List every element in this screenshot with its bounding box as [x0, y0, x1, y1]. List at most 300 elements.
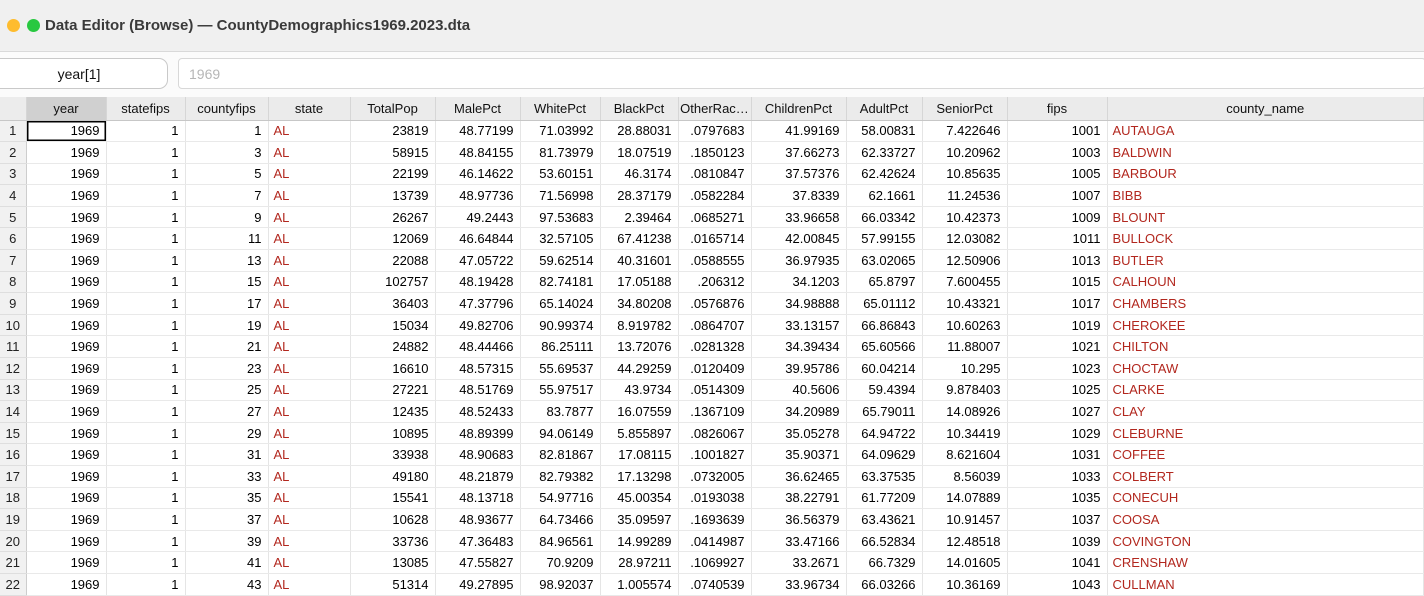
cell-TotalPop[interactable]: 26267 — [350, 206, 435, 228]
cell-state[interactable]: AL — [268, 530, 350, 552]
cell-OtherRacePct[interactable]: .1693639 — [678, 509, 751, 531]
cell-MalePct[interactable]: 48.89399 — [435, 422, 520, 444]
cell-county_name[interactable]: BALDWIN — [1107, 142, 1424, 164]
cell-ChildrenPct[interactable]: 33.96734 — [751, 573, 846, 595]
cell-ChildrenPct[interactable]: 33.13157 — [751, 314, 846, 336]
cell-WhitePct[interactable]: 59.62514 — [520, 250, 600, 272]
cell-ChildrenPct[interactable]: 35.05278 — [751, 422, 846, 444]
cell-fips[interactable]: 1019 — [1007, 314, 1107, 336]
cell-fips[interactable]: 1003 — [1007, 142, 1107, 164]
cell-BlackPct[interactable]: 40.31601 — [600, 250, 678, 272]
cell-BlackPct[interactable]: 28.97211 — [600, 552, 678, 574]
cell-SeniorPct[interactable]: 10.34419 — [922, 422, 1007, 444]
cell-TotalPop[interactable]: 23819 — [350, 120, 435, 142]
cell-SeniorPct[interactable]: 10.91457 — [922, 509, 1007, 531]
cell-year[interactable]: 1969 — [26, 120, 106, 142]
cell-year[interactable]: 1969 — [26, 422, 106, 444]
cell-AdultPct[interactable]: 62.33727 — [846, 142, 922, 164]
cell-TotalPop[interactable]: 22199 — [350, 163, 435, 185]
column-header-MalePct[interactable]: MalePct — [435, 97, 520, 120]
cell-BlackPct[interactable]: 13.72076 — [600, 336, 678, 358]
cell-BlackPct[interactable]: 14.99289 — [600, 530, 678, 552]
column-header-WhitePct[interactable]: WhitePct — [520, 97, 600, 120]
cell-MalePct[interactable]: 48.93677 — [435, 509, 520, 531]
cell-countyfips[interactable]: 3 — [185, 142, 268, 164]
cell-state[interactable]: AL — [268, 250, 350, 272]
cell-SeniorPct[interactable]: 8.621604 — [922, 444, 1007, 466]
cell-county_name[interactable]: BARBOUR — [1107, 163, 1424, 185]
cell-OtherRacePct[interactable]: .0810847 — [678, 163, 751, 185]
cell-statefips[interactable]: 1 — [106, 487, 185, 509]
cell-county_name[interactable]: AUTAUGA — [1107, 120, 1424, 142]
cell-fips[interactable]: 1041 — [1007, 552, 1107, 574]
cell-OtherRacePct[interactable]: .0193038 — [678, 487, 751, 509]
cell-countyfips[interactable]: 35 — [185, 487, 268, 509]
cell-fips[interactable]: 1021 — [1007, 336, 1107, 358]
cell-TotalPop[interactable]: 27221 — [350, 379, 435, 401]
cell-TotalPop[interactable]: 10628 — [350, 509, 435, 531]
cell-SeniorPct[interactable]: 14.01605 — [922, 552, 1007, 574]
cell-ChildrenPct[interactable]: 42.00845 — [751, 228, 846, 250]
cell-state[interactable]: AL — [268, 487, 350, 509]
cell-year[interactable]: 1969 — [26, 401, 106, 423]
cell-year[interactable]: 1969 — [26, 530, 106, 552]
cell-OtherRacePct[interactable]: .1069927 — [678, 552, 751, 574]
cell-statefips[interactable]: 1 — [106, 163, 185, 185]
cell-SeniorPct[interactable]: 10.60263 — [922, 314, 1007, 336]
cell-year[interactable]: 1969 — [26, 379, 106, 401]
cell-statefips[interactable]: 1 — [106, 530, 185, 552]
cell-countyfips[interactable]: 15 — [185, 271, 268, 293]
cell-BlackPct[interactable]: 17.05188 — [600, 271, 678, 293]
row-number[interactable]: 4 — [0, 185, 26, 207]
cell-BlackPct[interactable]: 5.855897 — [600, 422, 678, 444]
cell-WhitePct[interactable]: 97.53683 — [520, 206, 600, 228]
cell-WhitePct[interactable]: 55.69537 — [520, 358, 600, 380]
cell-BlackPct[interactable]: 16.07559 — [600, 401, 678, 423]
cell-AdultPct[interactable]: 64.09629 — [846, 444, 922, 466]
cell-ChildrenPct[interactable]: 34.39434 — [751, 336, 846, 358]
cell-county_name[interactable]: CLAY — [1107, 401, 1424, 423]
cell-WhitePct[interactable]: 82.79382 — [520, 466, 600, 488]
row-number[interactable]: 12 — [0, 358, 26, 380]
cell-SeniorPct[interactable]: 9.878403 — [922, 379, 1007, 401]
cell-state[interactable]: AL — [268, 314, 350, 336]
cell-fips[interactable]: 1037 — [1007, 509, 1107, 531]
cell-SeniorPct[interactable]: 12.03082 — [922, 228, 1007, 250]
cell-WhitePct[interactable]: 32.57105 — [520, 228, 600, 250]
cell-ChildrenPct[interactable]: 41.99169 — [751, 120, 846, 142]
cell-county_name[interactable]: CHOCTAW — [1107, 358, 1424, 380]
cell-WhitePct[interactable]: 65.14024 — [520, 293, 600, 315]
row-number[interactable]: 2 — [0, 142, 26, 164]
cell-year[interactable]: 1969 — [26, 250, 106, 272]
cell-county_name[interactable]: BULLOCK — [1107, 228, 1424, 250]
cell-ChildrenPct[interactable]: 39.95786 — [751, 358, 846, 380]
cell-OtherRacePct[interactable]: .0685271 — [678, 206, 751, 228]
cell-SeniorPct[interactable]: 7.600455 — [922, 271, 1007, 293]
column-header-year[interactable]: year — [26, 97, 106, 120]
cell-ChildrenPct[interactable]: 35.90371 — [751, 444, 846, 466]
cell-ChildrenPct[interactable]: 37.57376 — [751, 163, 846, 185]
cell-ChildrenPct[interactable]: 34.98888 — [751, 293, 846, 315]
row-number[interactable]: 11 — [0, 336, 26, 358]
cell-fips[interactable]: 1029 — [1007, 422, 1107, 444]
row-number[interactable]: 17 — [0, 466, 26, 488]
cell-statefips[interactable]: 1 — [106, 358, 185, 380]
cell-countyfips[interactable]: 31 — [185, 444, 268, 466]
cell-countyfips[interactable]: 39 — [185, 530, 268, 552]
cell-state[interactable]: AL — [268, 271, 350, 293]
cell-AdultPct[interactable]: 66.86843 — [846, 314, 922, 336]
cell-MalePct[interactable]: 48.21879 — [435, 466, 520, 488]
cell-MalePct[interactable]: 48.13718 — [435, 487, 520, 509]
cell-OtherRacePct[interactable]: .0576876 — [678, 293, 751, 315]
cell-TotalPop[interactable]: 16610 — [350, 358, 435, 380]
cell-MalePct[interactable]: 47.36483 — [435, 530, 520, 552]
cell-statefips[interactable]: 1 — [106, 336, 185, 358]
column-header-BlackPct[interactable]: BlackPct — [600, 97, 678, 120]
cell-year[interactable]: 1969 — [26, 271, 106, 293]
cell-SeniorPct[interactable]: 10.42373 — [922, 206, 1007, 228]
cell-WhitePct[interactable]: 94.06149 — [520, 422, 600, 444]
cell-AdultPct[interactable]: 65.79011 — [846, 401, 922, 423]
zoom-button[interactable] — [27, 19, 40, 32]
cell-countyfips[interactable]: 43 — [185, 573, 268, 595]
cell-MalePct[interactable]: 48.44466 — [435, 336, 520, 358]
cell-WhitePct[interactable]: 70.9209 — [520, 552, 600, 574]
cell-county_name[interactable]: CHEROKEE — [1107, 314, 1424, 336]
cell-fips[interactable]: 1007 — [1007, 185, 1107, 207]
cell-year[interactable]: 1969 — [26, 185, 106, 207]
row-number[interactable]: 18 — [0, 487, 26, 509]
cell-AdultPct[interactable]: 62.42624 — [846, 163, 922, 185]
cell-AdultPct[interactable]: 62.1661 — [846, 185, 922, 207]
cell-state[interactable]: AL — [268, 466, 350, 488]
cell-fips[interactable]: 1009 — [1007, 206, 1107, 228]
cell-TotalPop[interactable]: 22088 — [350, 250, 435, 272]
cell-fips[interactable]: 1023 — [1007, 358, 1107, 380]
column-header-AdultPct[interactable]: AdultPct — [846, 97, 922, 120]
cell-year[interactable]: 1969 — [26, 314, 106, 336]
cell-countyfips[interactable]: 7 — [185, 185, 268, 207]
column-header-county_name[interactable]: county_name — [1107, 97, 1424, 120]
cell-ChildrenPct[interactable]: 33.96658 — [751, 206, 846, 228]
cell-BlackPct[interactable]: 46.3174 — [600, 163, 678, 185]
cell-state[interactable]: AL — [268, 185, 350, 207]
column-header-TotalPop[interactable]: TotalPop — [350, 97, 435, 120]
cell-state[interactable]: AL — [268, 358, 350, 380]
cell-SeniorPct[interactable]: 10.43321 — [922, 293, 1007, 315]
cell-BlackPct[interactable]: 67.41238 — [600, 228, 678, 250]
cell-OtherRacePct[interactable]: .0732005 — [678, 466, 751, 488]
cell-BlackPct[interactable]: 18.07519 — [600, 142, 678, 164]
cell-statefips[interactable]: 1 — [106, 228, 185, 250]
cell-AdultPct[interactable]: 63.37535 — [846, 466, 922, 488]
row-number[interactable]: 7 — [0, 250, 26, 272]
cell-fips[interactable]: 1035 — [1007, 487, 1107, 509]
cell-MalePct[interactable]: 48.51769 — [435, 379, 520, 401]
cell-statefips[interactable]: 1 — [106, 293, 185, 315]
cell-countyfips[interactable]: 11 — [185, 228, 268, 250]
cell-statefips[interactable]: 1 — [106, 552, 185, 574]
row-number[interactable]: 13 — [0, 379, 26, 401]
cell-MalePct[interactable]: 49.27895 — [435, 573, 520, 595]
cell-OtherRacePct[interactable]: .0740539 — [678, 573, 751, 595]
cell-AdultPct[interactable]: 60.04214 — [846, 358, 922, 380]
cell-year[interactable]: 1969 — [26, 358, 106, 380]
cell-TotalPop[interactable]: 51314 — [350, 573, 435, 595]
cell-county_name[interactable]: COVINGTON — [1107, 530, 1424, 552]
cell-AdultPct[interactable]: 64.94722 — [846, 422, 922, 444]
cell-AdultPct[interactable]: 65.8797 — [846, 271, 922, 293]
cell-WhitePct[interactable]: 82.81867 — [520, 444, 600, 466]
cell-statefips[interactable]: 1 — [106, 185, 185, 207]
cell-WhitePct[interactable]: 84.96561 — [520, 530, 600, 552]
cell-county_name[interactable]: BUTLER — [1107, 250, 1424, 272]
cell-MalePct[interactable]: 49.82706 — [435, 314, 520, 336]
cell-MalePct[interactable]: 48.19428 — [435, 271, 520, 293]
cell-county_name[interactable]: COOSA — [1107, 509, 1424, 531]
cell-BlackPct[interactable]: 28.37179 — [600, 185, 678, 207]
column-header-OtherRacePct[interactable]: OtherRac… — [678, 97, 751, 120]
cell-ChildrenPct[interactable]: 33.2671 — [751, 552, 846, 574]
cell-TotalPop[interactable]: 15541 — [350, 487, 435, 509]
cell-AdultPct[interactable]: 66.03266 — [846, 573, 922, 595]
cell-year[interactable]: 1969 — [26, 206, 106, 228]
cell-OtherRacePct[interactable]: .1001827 — [678, 444, 751, 466]
cell-SeniorPct[interactable]: 14.07889 — [922, 487, 1007, 509]
row-number[interactable]: 19 — [0, 509, 26, 531]
cell-BlackPct[interactable]: 2.39464 — [600, 206, 678, 228]
cell-county_name[interactable]: CULLMAN — [1107, 573, 1424, 595]
cell-MalePct[interactable]: 46.64844 — [435, 228, 520, 250]
cell-year[interactable]: 1969 — [26, 487, 106, 509]
cell-countyfips[interactable]: 27 — [185, 401, 268, 423]
cell-AdultPct[interactable]: 66.03342 — [846, 206, 922, 228]
cell-BlackPct[interactable]: 17.08115 — [600, 444, 678, 466]
cell-BlackPct[interactable]: 44.29259 — [600, 358, 678, 380]
cell-TotalPop[interactable]: 13739 — [350, 185, 435, 207]
cell-WhitePct[interactable]: 83.7877 — [520, 401, 600, 423]
cell-ChildrenPct[interactable]: 34.1203 — [751, 271, 846, 293]
cell-SeniorPct[interactable]: 11.24536 — [922, 185, 1007, 207]
cell-year[interactable]: 1969 — [26, 466, 106, 488]
cell-year[interactable]: 1969 — [26, 509, 106, 531]
cell-ChildrenPct[interactable]: 36.97935 — [751, 250, 846, 272]
cell-year[interactable]: 1969 — [26, 163, 106, 185]
cell-AdultPct[interactable]: 61.77209 — [846, 487, 922, 509]
cell-statefips[interactable]: 1 — [106, 444, 185, 466]
cell-state[interactable]: AL — [268, 401, 350, 423]
cell-state[interactable]: AL — [268, 573, 350, 595]
column-header-ChildrenPct[interactable]: ChildrenPct — [751, 97, 846, 120]
cell-OtherRacePct[interactable]: .0281328 — [678, 336, 751, 358]
cell-AdultPct[interactable]: 63.02065 — [846, 250, 922, 272]
cell-AdultPct[interactable]: 59.4394 — [846, 379, 922, 401]
cell-year[interactable]: 1969 — [26, 552, 106, 574]
column-header-fips[interactable]: fips — [1007, 97, 1107, 120]
cell-ChildrenPct[interactable]: 37.66273 — [751, 142, 846, 164]
cell-ChildrenPct[interactable]: 33.47166 — [751, 530, 846, 552]
cell-AdultPct[interactable]: 65.01112 — [846, 293, 922, 315]
cell-fips[interactable]: 1005 — [1007, 163, 1107, 185]
cell-countyfips[interactable]: 41 — [185, 552, 268, 574]
row-number[interactable]: 20 — [0, 530, 26, 552]
cell-fips[interactable]: 1031 — [1007, 444, 1107, 466]
cell-TotalPop[interactable]: 33938 — [350, 444, 435, 466]
cell-ChildrenPct[interactable]: 34.20989 — [751, 401, 846, 423]
row-number[interactable]: 22 — [0, 573, 26, 595]
cell-fips[interactable]: 1043 — [1007, 573, 1107, 595]
cell-statefips[interactable]: 1 — [106, 314, 185, 336]
cell-SeniorPct[interactable]: 14.08926 — [922, 401, 1007, 423]
cell-SeniorPct[interactable]: 12.50906 — [922, 250, 1007, 272]
cell-SeniorPct[interactable]: 10.85635 — [922, 163, 1007, 185]
cell-state[interactable]: AL — [268, 422, 350, 444]
cell-OtherRacePct[interactable]: .0797683 — [678, 120, 751, 142]
cell-ChildrenPct[interactable]: 36.56379 — [751, 509, 846, 531]
cell-statefips[interactable]: 1 — [106, 271, 185, 293]
cell-fips[interactable]: 1039 — [1007, 530, 1107, 552]
cell-ChildrenPct[interactable]: 37.8339 — [751, 185, 846, 207]
cell-OtherRacePct[interactable]: .0582284 — [678, 185, 751, 207]
cell-year[interactable]: 1969 — [26, 336, 106, 358]
cell-WhitePct[interactable]: 54.97716 — [520, 487, 600, 509]
cell-county_name[interactable]: BIBB — [1107, 185, 1424, 207]
cell-county_name[interactable]: COLBERT — [1107, 466, 1424, 488]
cell-MalePct[interactable]: 46.14622 — [435, 163, 520, 185]
cell-TotalPop[interactable]: 10895 — [350, 422, 435, 444]
row-number[interactable]: 3 — [0, 163, 26, 185]
row-number[interactable]: 1 — [0, 120, 26, 142]
column-header-SeniorPct[interactable]: SeniorPct — [922, 97, 1007, 120]
cell-countyfips[interactable]: 1 — [185, 120, 268, 142]
cell-OtherRacePct[interactable]: .0165714 — [678, 228, 751, 250]
cell-countyfips[interactable]: 33 — [185, 466, 268, 488]
cell-SeniorPct[interactable]: 12.48518 — [922, 530, 1007, 552]
cell-TotalPop[interactable]: 12435 — [350, 401, 435, 423]
cell-TotalPop[interactable]: 102757 — [350, 271, 435, 293]
cell-countyfips[interactable]: 29 — [185, 422, 268, 444]
cell-SeniorPct[interactable]: 10.36169 — [922, 573, 1007, 595]
cell-SeniorPct[interactable]: 11.88007 — [922, 336, 1007, 358]
cell-BlackPct[interactable]: 35.09597 — [600, 509, 678, 531]
row-number[interactable]: 16 — [0, 444, 26, 466]
cell-AdultPct[interactable]: 66.7329 — [846, 552, 922, 574]
cell-fips[interactable]: 1011 — [1007, 228, 1107, 250]
cell-county_name[interactable]: CLEBURNE — [1107, 422, 1424, 444]
cell-OtherRacePct[interactable]: .1850123 — [678, 142, 751, 164]
column-header-statefips[interactable]: statefips — [106, 97, 185, 120]
cell-countyfips[interactable]: 37 — [185, 509, 268, 531]
cell-OtherRacePct[interactable]: .0864707 — [678, 314, 751, 336]
cell-BlackPct[interactable]: 1.005574 — [600, 573, 678, 595]
column-header-countyfips[interactable]: countyfips — [185, 97, 268, 120]
cell-OtherRacePct[interactable]: .0588555 — [678, 250, 751, 272]
cell-MalePct[interactable]: 47.05722 — [435, 250, 520, 272]
cell-WhitePct[interactable]: 71.03992 — [520, 120, 600, 142]
cell-state[interactable]: AL — [268, 444, 350, 466]
row-number[interactable]: 5 — [0, 206, 26, 228]
row-number[interactable]: 8 — [0, 271, 26, 293]
cell-MalePct[interactable]: 47.55827 — [435, 552, 520, 574]
cell-MalePct[interactable]: 48.90683 — [435, 444, 520, 466]
column-header-state[interactable]: state — [268, 97, 350, 120]
cell-AdultPct[interactable]: 66.52834 — [846, 530, 922, 552]
cell-year[interactable]: 1969 — [26, 293, 106, 315]
cell-state[interactable]: AL — [268, 163, 350, 185]
cell-OtherRacePct[interactable]: .0826067 — [678, 422, 751, 444]
cell-year[interactable]: 1969 — [26, 573, 106, 595]
cell-BlackPct[interactable]: 43.9734 — [600, 379, 678, 401]
cell-TotalPop[interactable]: 36403 — [350, 293, 435, 315]
cell-MalePct[interactable]: 48.84155 — [435, 142, 520, 164]
cell-ChildrenPct[interactable]: 40.5606 — [751, 379, 846, 401]
cell-countyfips[interactable]: 21 — [185, 336, 268, 358]
cell-TotalPop[interactable]: 49180 — [350, 466, 435, 488]
minimize-button[interactable] — [7, 19, 20, 32]
cell-WhitePct[interactable]: 55.97517 — [520, 379, 600, 401]
cell-state[interactable]: AL — [268, 509, 350, 531]
cell-TotalPop[interactable]: 13085 — [350, 552, 435, 574]
cell-fips[interactable]: 1027 — [1007, 401, 1107, 423]
cell-state[interactable]: AL — [268, 379, 350, 401]
cell-county_name[interactable]: CHILTON — [1107, 336, 1424, 358]
cell-fips[interactable]: 1015 — [1007, 271, 1107, 293]
row-number[interactable]: 21 — [0, 552, 26, 574]
cell-fips[interactable]: 1013 — [1007, 250, 1107, 272]
cell-AdultPct[interactable]: 65.60566 — [846, 336, 922, 358]
cell-OtherRacePct[interactable]: .0120409 — [678, 358, 751, 380]
cell-WhitePct[interactable]: 90.99374 — [520, 314, 600, 336]
cell-statefips[interactable]: 1 — [106, 466, 185, 488]
cell-TotalPop[interactable]: 58915 — [350, 142, 435, 164]
cell-BlackPct[interactable]: 45.00354 — [600, 487, 678, 509]
cell-county_name[interactable]: CALHOUN — [1107, 271, 1424, 293]
cell-state[interactable]: AL — [268, 142, 350, 164]
cell-WhitePct[interactable]: 71.56998 — [520, 185, 600, 207]
cell-WhitePct[interactable]: 53.60151 — [520, 163, 600, 185]
cell-countyfips[interactable]: 9 — [185, 206, 268, 228]
cell-county_name[interactable]: BLOUNT — [1107, 206, 1424, 228]
cell-BlackPct[interactable]: 34.80208 — [600, 293, 678, 315]
cell-SeniorPct[interactable]: 10.295 — [922, 358, 1007, 380]
cell-state[interactable]: AL — [268, 293, 350, 315]
cell-BlackPct[interactable]: 28.88031 — [600, 120, 678, 142]
cell-statefips[interactable]: 1 — [106, 422, 185, 444]
cell-year[interactable]: 1969 — [26, 142, 106, 164]
cell-county_name[interactable]: CLARKE — [1107, 379, 1424, 401]
cell-MalePct[interactable]: 48.77199 — [435, 120, 520, 142]
cell-statefips[interactable]: 1 — [106, 142, 185, 164]
cell-county_name[interactable]: COFFEE — [1107, 444, 1424, 466]
cell-state[interactable]: AL — [268, 336, 350, 358]
cell-MalePct[interactable]: 48.52433 — [435, 401, 520, 423]
cell-fips[interactable]: 1001 — [1007, 120, 1107, 142]
cell-BlackPct[interactable]: 8.919782 — [600, 314, 678, 336]
cell-TotalPop[interactable]: 12069 — [350, 228, 435, 250]
cell-year[interactable]: 1969 — [26, 444, 106, 466]
cell-countyfips[interactable]: 25 — [185, 379, 268, 401]
cell-WhitePct[interactable]: 64.73466 — [520, 509, 600, 531]
cell-AdultPct[interactable]: 57.99155 — [846, 228, 922, 250]
cell-statefips[interactable]: 1 — [106, 509, 185, 531]
cell-state[interactable]: AL — [268, 120, 350, 142]
cell-county_name[interactable]: CONECUH — [1107, 487, 1424, 509]
cell-countyfips[interactable]: 23 — [185, 358, 268, 380]
cell-OtherRacePct[interactable]: .1367109 — [678, 401, 751, 423]
